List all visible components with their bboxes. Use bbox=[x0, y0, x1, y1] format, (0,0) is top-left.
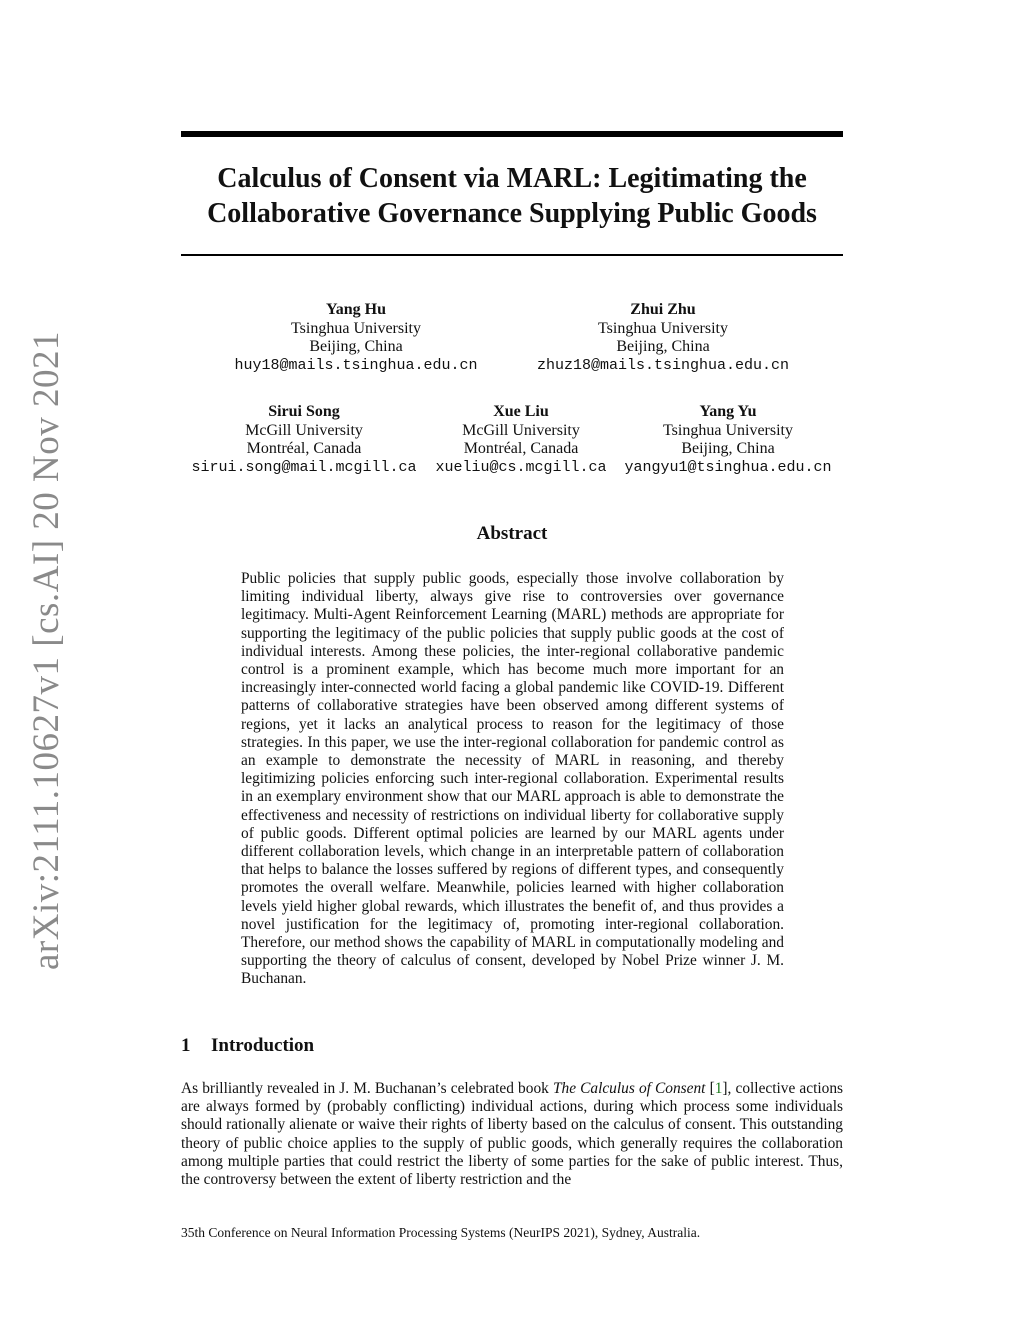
book-title: The Calculus of Consent bbox=[552, 1080, 706, 1097]
intro-text-rest: , collective actions are always formed by (probably conflicting) individual actions, during which process some individuals should rationally alienate or waive their rights of liberty based on the calculus of consent. This outstanding theory of public choice applies to the supply of public goods, which generally requires the collaboration among multiple parties that could restrict the liberty of some parties for the sake of public interest. Thus, the controversy between the extent of liberty restriction and the bbox=[181, 1080, 843, 1189]
author-email[interactable]: huy18@mails.tsinghua.edu.cn bbox=[234, 356, 478, 374]
paper-title bbox=[181, 161, 843, 231]
author-name: Yang Yu bbox=[699, 403, 757, 420]
author-email[interactable]: yangyu1@tsinghua.edu.cn bbox=[624, 458, 832, 476]
author-block-yang-yu bbox=[624, 403, 831, 477]
author-email[interactable]: zhuz18@mails.tsinghua.edu.cn bbox=[536, 356, 790, 374]
introduction-paragraph bbox=[181, 1080, 843, 1189]
conference-footnote: 35th Conference on Neural Information Processing Systems (NeurIPS 2021), Sydney, Australia. bbox=[181, 1225, 701, 1240]
author-location: Montréal, Canada bbox=[463, 440, 579, 457]
citation-link[interactable]: 1 bbox=[714, 1080, 723, 1097]
author-block-sirui-song bbox=[191, 403, 416, 477]
abstract-heading: Abstract bbox=[476, 523, 548, 544]
author-affiliation: Tsinghua University bbox=[663, 421, 793, 439]
author-name: Sirui Song bbox=[268, 403, 340, 420]
citation-close-bracket: ] bbox=[722, 1080, 728, 1097]
author-affiliation: McGill University bbox=[245, 421, 363, 439]
title-line-1: Calculus of Consent via MARL: Legitimating the bbox=[217, 163, 807, 194]
title-top-rule bbox=[181, 131, 843, 137]
author-location: Beijing, China bbox=[309, 338, 403, 355]
author-affiliation: Tsinghua University bbox=[598, 319, 728, 337]
section-number: 1 bbox=[181, 1035, 191, 1056]
intro-text-start: As brilliantly revealed in J. M. Buchanan’s celebrated book bbox=[181, 1080, 553, 1097]
author-location: Beijing, China bbox=[616, 338, 710, 355]
author-affiliation: Tsinghua University bbox=[291, 319, 421, 337]
author-name: Yang Hu bbox=[325, 301, 387, 318]
title-bottom-rule bbox=[181, 254, 843, 256]
section-heading-introduction bbox=[181, 1035, 314, 1057]
author-email[interactable]: sirui.song@mail.mcgill.ca bbox=[191, 458, 417, 476]
author-name: Zhui Zhu bbox=[630, 301, 696, 318]
author-affiliation: McGill University bbox=[462, 421, 580, 439]
arxiv-identifier-stamp bbox=[25, 330, 67, 970]
arxiv-id-text: arXiv:2111.10627v1 [cs.AI] 20 Nov 2021 bbox=[25, 330, 67, 970]
section-title: Introduction bbox=[211, 1035, 315, 1056]
author-name: Xue Liu bbox=[493, 403, 549, 420]
author-block-xue-liu bbox=[435, 403, 606, 477]
author-location: Beijing, China bbox=[681, 440, 775, 457]
author-email[interactable]: xueliu@cs.mcgill.ca bbox=[435, 458, 607, 476]
author-block-zhui-zhu bbox=[537, 301, 789, 375]
title-line-2: Collaborative Governance Supplying Public Goods bbox=[207, 198, 817, 229]
citation-open-bracket: [ bbox=[705, 1080, 715, 1097]
author-location: Montréal, Canada bbox=[246, 440, 362, 457]
abstract-text: Public policies that supply public goods, especially those involve collaboration by limiting individual liberty, always give rise to controversies over governance legitimacy. Multi-Agent Reinforcement Learning (MARL) methods are appropriate for supporting the legitimacy of the public policies that supply public goods at the cost of individual interests. Among these policies, the inter-regional collaborative pandemic control is a prominent example, which has become much more important for an increasingly inter-connected world facing a global pandemic like COVID-19. Different patterns of collaborative strategies have been observed among different systems of regions, yet it lacks an analytical process to reason for the legitimacy of those strategies. In this paper, we use the inter-regional collaboration for pandemic control as an example to demonstrate the necessity of MARL in reasoning, and thereby legitimizing policies enforcing such inter-regional collaboration. Experimental results in an exemplary environment show that our MARL approach is able to demonstrate the effectiveness and necessity of restrictions on individual liberty for collaborative supply of public goods. Different optimal policies are learned by our MARL agents under different collaboration levels, which change in an interpretable pattern of collaboration that helps to balance the losses suffered by regions of different types, and consequently promotes the overall welfare. Meanwhile, policies learned with higher collaboration levels yield higher global rewards, which illustrates the benefit of, and thus provides a novel justification for the legitimacy of, promoting inter-regional collaboration. Therefore, our method shows the capability of MARL in computationally modeling and supporting the theory of calculus of consent, developed by Nobel Prize winner J. M. Buchanan. bbox=[241, 570, 784, 988]
author-block-yang-hu bbox=[234, 301, 477, 375]
